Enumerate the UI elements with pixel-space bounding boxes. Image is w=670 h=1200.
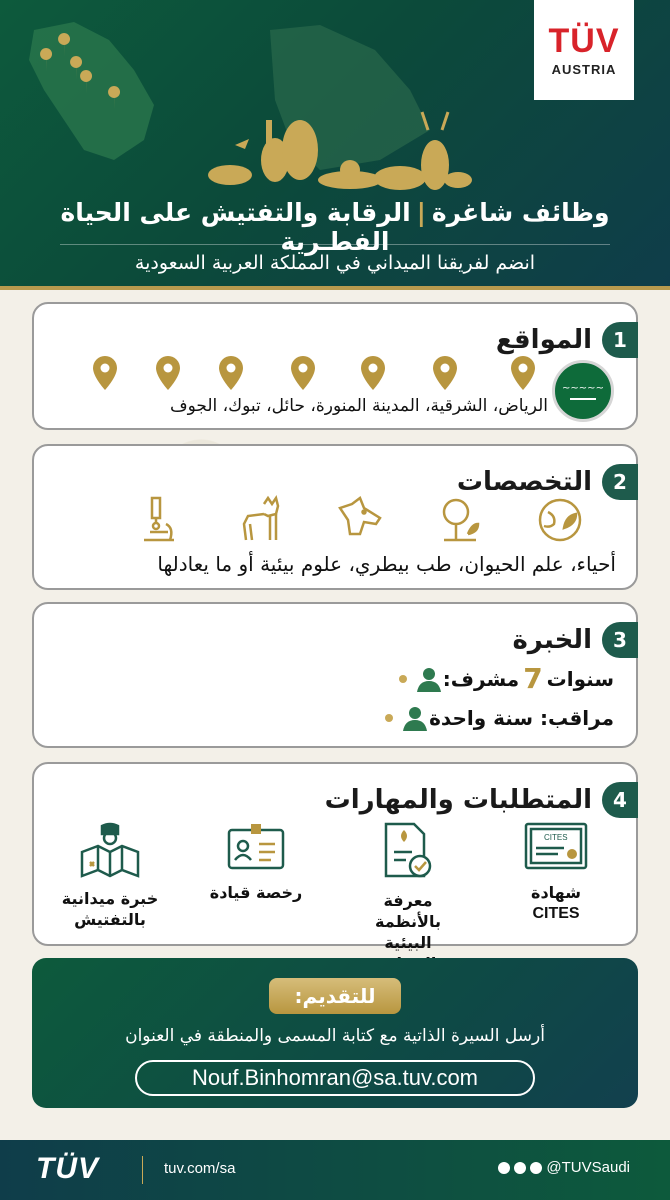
experience-header [512, 622, 638, 658]
map-pin-icon [360, 356, 386, 390]
header-banner [0, 0, 670, 290]
footer-divider [142, 1156, 143, 1184]
apply-email-link[interactable]: Nouf.Binhomran@sa.tuv.com [135, 1060, 535, 1096]
saudi-flag-icon: ~~~~~ [552, 360, 614, 422]
requirement-label: معرفة بالأنظمة البيئية [375, 891, 441, 952]
supervisor-years: 7 [523, 662, 543, 695]
section-number: 4 [602, 782, 638, 818]
section-title: المتطلبات والمهارات [324, 785, 592, 815]
wolf-icon [334, 494, 386, 546]
microscope-icon [132, 494, 184, 546]
map-pin-icon [510, 356, 536, 390]
map-pin-icon [432, 356, 458, 390]
specialties-list: أحياء، علم الحيوان، طب بيطري، علوم بيئية أو ما يعادلها [157, 552, 616, 576]
requirement-item [348, 822, 468, 974]
footer-logo: TÜV [36, 1152, 99, 1185]
locations-header [496, 322, 638, 358]
page-subtitle: انضم لفريقنا الميداني في المملكة العربية السعودية [134, 252, 536, 274]
locations-section [32, 302, 638, 430]
requirements-header [325, 782, 638, 818]
globe-leaf-icon [534, 494, 586, 546]
logo-austria-text: AUSTRIA [551, 61, 617, 77]
id-card-icon [227, 822, 285, 872]
social-handle[interactable]: @TUVSaudi [546, 1159, 630, 1176]
requirement-label: خبرة ميدانية بالتفتيش [61, 889, 159, 929]
facebook-icon[interactable] [498, 1162, 510, 1174]
bullet-dot [385, 714, 393, 722]
specialties-section [32, 444, 638, 590]
requirement-item [50, 822, 170, 930]
document-check-icon [382, 822, 434, 880]
requirement-item [496, 822, 616, 924]
title-divider [60, 244, 610, 245]
cat-icon [234, 494, 286, 546]
title-separator: | [416, 198, 426, 227]
section-title: الخبرة [512, 625, 592, 655]
apply-instructions: أرسل السيرة الذاتية مع كتابة المسمى والمنطقة في العنوان [125, 1026, 545, 1046]
section-title: التخصصات [456, 467, 592, 497]
locations-list: الرياض، الشرقية، المدينة المنورة، حائل، تبوك، الجوف [169, 396, 548, 416]
tree-icon [434, 494, 486, 546]
apply-panel [32, 958, 638, 1108]
requirement-item [196, 822, 316, 903]
tuv-austria-logo [534, 0, 634, 100]
person-icon [401, 704, 429, 732]
section-number: 3 [602, 622, 638, 658]
title-part-2: الرقابة والتفتيش على الحياة الفطـرية [60, 198, 411, 256]
supervisor-label: مشرف: [442, 666, 520, 691]
observer-row [377, 704, 614, 732]
apply-badge: للتقديم: [269, 978, 401, 1014]
bullet-dot [399, 675, 407, 683]
requirement-label: رخصة قيادة [209, 883, 303, 902]
map-pin-icon [155, 356, 181, 390]
field-map-icon [80, 822, 140, 878]
observer-text: مراقب: سنة واحدة [429, 706, 614, 730]
svg-text:CITES: CITES [544, 833, 568, 842]
title-part-1: وظائف شاغرة [431, 198, 610, 227]
supervisor-unit: سنوات [546, 666, 614, 691]
twitter-icon[interactable] [530, 1162, 542, 1174]
instagram-icon[interactable] [514, 1162, 526, 1174]
map-pin-icon [290, 356, 316, 390]
experience-section [32, 602, 638, 748]
section-number: 1 [602, 322, 638, 358]
map-pin-icon [92, 356, 118, 390]
saudi-map-illustration [14, 10, 184, 170]
requirement-label: شهادة CITES [531, 883, 581, 922]
certificate-icon [524, 822, 588, 872]
page-title [20, 198, 650, 256]
footer-social [498, 1159, 630, 1176]
supervisor-row [391, 662, 614, 695]
footer-bar [0, 1140, 670, 1200]
wildlife-illustration [200, 20, 490, 195]
map-pin-icon [218, 356, 244, 390]
section-title: المواقع [495, 325, 592, 355]
footer-website-link[interactable]: tuv.com/sa [164, 1160, 236, 1177]
requirements-section [32, 762, 638, 952]
logo-tuv-text: TÜV [548, 21, 620, 60]
section-number: 2 [602, 464, 638, 500]
person-icon [415, 665, 443, 693]
